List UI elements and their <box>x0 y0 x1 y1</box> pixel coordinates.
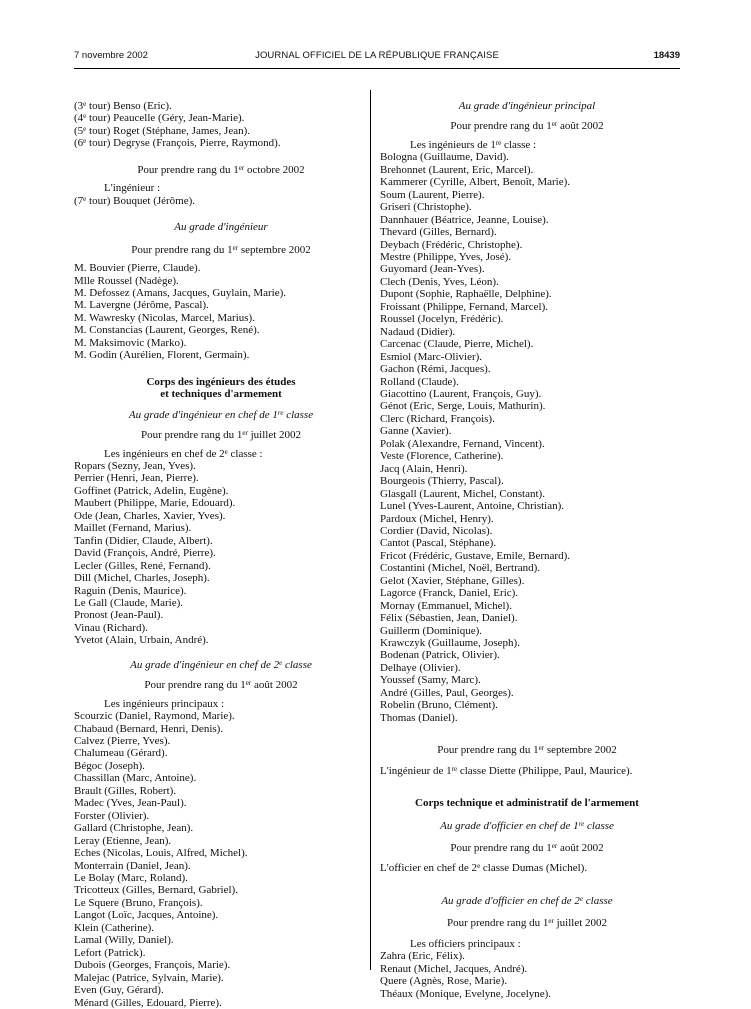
list-item: L'officier en chef de 2e classe Dumas (Michel). <box>380 862 588 875</box>
name-list <box>380 151 674 724</box>
list-item: Costantini (Michel, Noël, Bertrand). <box>380 562 541 575</box>
list-item: Griseri (Christophe). <box>380 201 472 214</box>
list-item: Eches (Nicolas, Louis, Alfred, Michel). <box>74 847 248 860</box>
list-item: Leray (Etienne, Jean). <box>74 834 172 847</box>
rank-date-heading: Pour prendre rang du 1er août 2002 <box>450 842 604 855</box>
list-item: Guyomard (Jean-Yves). <box>380 263 485 276</box>
header-journal-title: JOURNAL OFFICIEL DE LA RÉPUBLIQUE FRANÇAISE <box>255 50 499 61</box>
list-item: Pardoux (Michel, Henry). <box>380 512 494 525</box>
name-list <box>74 710 368 1009</box>
rank-date-heading: Pour prendre rang du 1er juillet 2002 <box>446 917 608 930</box>
list-item: Rolland (Claude). <box>380 375 459 388</box>
list-item: David (François, André, Pierre). <box>74 547 216 560</box>
group-label: Les officiers principaux : <box>410 937 521 950</box>
list-item: Le Gall (Claude, Marie). <box>74 596 184 609</box>
list-item: Le Bolay (Marc, Roland). <box>74 872 188 885</box>
corps-heading-line1: Corps des ingénieurs des études <box>146 375 296 388</box>
tour-list <box>74 100 368 150</box>
list-item: Perrier (Henri, Jean, Pierre). <box>74 472 199 485</box>
list-item: Lefort (Patrick). <box>74 946 146 959</box>
grade-heading: Au grade d'ingénieur en chef de 2e classe <box>130 658 312 671</box>
header-date: 7 novembre 2002 <box>74 50 148 61</box>
list-item: André (Gilles, Paul, Georges). <box>380 686 514 699</box>
rank-date-heading: Pour prendre rang du 1er octobre 2002 <box>137 163 305 176</box>
list-item: (5e tour) Roget (Stéphane, James, Jean). <box>74 124 251 137</box>
list-item: Bégoc (Joseph). <box>74 759 145 772</box>
list-item: Calvez (Pierre, Yves). <box>74 735 171 748</box>
list-item: Génot (Eric, Serge, Louis, Mathurin). <box>380 400 546 413</box>
list-item: Maubert (Philippe, Marie, Edouard). <box>74 497 236 510</box>
list-item: Gelot (Xavier, Stéphane, Gilles). <box>380 574 525 587</box>
list-item: Thevard (Gilles, Bernard). <box>380 226 497 239</box>
column-separator <box>370 90 371 970</box>
list-item: Ropars (Sezny, Jean, Yves). <box>74 459 196 472</box>
name-list <box>380 950 674 1000</box>
list-item: Langot (Loïc, Jacques, Antoine). <box>74 909 219 922</box>
list-item: Glasgall (Laurent, Michel, Constant). <box>380 487 545 500</box>
list-item: Chabaud (Bernard, Henri, Denis). <box>74 722 224 735</box>
list-item: M. Wawresky (Nicolas, Marcel, Marius). <box>74 311 255 324</box>
list-item: Deybach (Frédéric, Christophe). <box>380 238 523 251</box>
list-item: Chalumeau (Gérard). <box>74 747 168 760</box>
list-item: Renaut (Michel, Jacques, André). <box>380 962 528 975</box>
list-item: Lunel (Yves-Laurent, Antoine, Christian). <box>380 500 565 513</box>
list-item: M. Bouvier (Pierre, Claude). <box>74 262 201 275</box>
list-item: Bodenan (Patrick, Olivier). <box>380 649 500 662</box>
list-item: Krawczyk (Guillaume, Joseph). <box>380 637 520 650</box>
list-item: M. Maksimovic (Marko). <box>74 336 187 349</box>
list-item: M. Constancias (Laurent, Georges, René). <box>74 324 260 337</box>
list-item: Raguin (Denis, Maurice). <box>74 584 187 597</box>
header-page-number: 18439 <box>653 50 680 61</box>
list-item: (3e tour) Benso (Eric). <box>74 100 172 112</box>
list-item: Mlle Roussel (Nadège). <box>74 274 179 287</box>
list-item: Chassillan (Marc, Antoine). <box>74 772 197 785</box>
rank-date-heading: Pour prendre rang du 1er septembre 2002 <box>131 243 311 256</box>
group-label: Les ingénieurs principaux : <box>104 697 225 710</box>
list-item: Roussel (Jocelyn, Frédéric). <box>380 313 504 326</box>
list-item: Esmiol (Marc-Olivier). <box>380 350 483 363</box>
list-item: L'ingénieur de 1re classe Diette (Philippe, Paul, Maurice). <box>380 764 633 777</box>
list-item: Lamal (Willy, Daniel). <box>74 934 174 947</box>
grade-heading: Au grade d'ingénieur en chef de 1re classe <box>128 408 314 421</box>
list-item: Carcenac (Claude, Pierre, Michel). <box>380 338 534 351</box>
list-item: Jacq (Alain, Henri). <box>380 462 468 475</box>
list-item: Lecler (Gilles, René, Fernand). <box>74 559 211 572</box>
list-item: Brehonnet (Laurent, Eric, Marcel). <box>380 163 534 176</box>
list-item: Monterrain (Daniel, Jean). <box>74 859 191 872</box>
list-item: Bologna (Guillaume, David). <box>380 151 509 164</box>
list-item: Dubois (Georges, François, Marie). <box>74 959 231 972</box>
corps-heading-line2: et techniques d'armement <box>160 388 282 401</box>
list-item: Maillet (Fernand, Marius). <box>74 522 192 535</box>
list-item: Klein (Catherine). <box>74 921 155 934</box>
header-rule <box>74 68 680 69</box>
list-item: Clech (Denis, Yves, Léon). <box>380 275 499 288</box>
list-item: Pronost (Jean-Paul). <box>74 609 164 622</box>
right-column <box>380 100 674 1000</box>
list-item: Malejac (Patrice, Sylvain, Marie). <box>74 971 224 984</box>
list-item: Gachon (Rémi, Jacques). <box>380 363 491 376</box>
left-column <box>74 100 368 1009</box>
list-item: Lagorce (Franck, Daniel, Eric). <box>380 587 519 600</box>
list-item: Théaux (Monique, Evelyne, Jocelyne). <box>380 987 552 1000</box>
list-item: (6e tour) Degryse (François, Pierre, Raymond). <box>74 137 281 150</box>
list-item: Yvetot (Alain, Urbain, André). <box>74 634 209 647</box>
list-item: Mestre (Philippe, Yves, José). <box>380 250 512 263</box>
list-item: Dannhauer (Béatrice, Jeanne, Louise). <box>380 213 549 226</box>
list-item: Tanfin (Didier, Claude, Albert). <box>74 534 213 547</box>
list-item: Guillerm (Dominique). <box>380 624 483 637</box>
grade-heading: Au grade d'officier en chef de 1re classe <box>440 819 614 832</box>
list-item: Clerc (Richard, François). <box>380 412 495 425</box>
list-item: Quere (Agnès, Rose, Marie). <box>380 975 508 988</box>
list-item: Forster (Olivier). <box>74 809 150 822</box>
list-item: (4e tour) Peaucelle (Géry, Jean-Marie). <box>74 112 245 125</box>
list-item: Ménard (Gilles, Edouard, Pierre). <box>74 996 222 1009</box>
rank-date-heading: Pour prendre rang du 1er juillet 2002 <box>140 429 302 442</box>
list-item: Dupont (Sophie, Raphaëlle, Delphine). <box>380 288 552 301</box>
list-item: Ganne (Xavier). <box>380 425 452 438</box>
group-label: L'ingénieur : <box>104 182 161 195</box>
list-item: Vinau (Richard). <box>74 621 148 634</box>
list-item: Dill (Michel, Charles, Joseph). <box>74 572 210 585</box>
grade-heading: Au grade d'officier en chef de 2e classe <box>441 894 613 907</box>
list-item: Delhaye (Olivier). <box>380 661 461 674</box>
list-item: Goffinet (Patrick, Adelin, Eugène). <box>74 484 229 497</box>
corps-heading: Corps technique et administratif de l'armement <box>415 797 639 810</box>
list-item: Froissant (Philippe, Fernand, Marcel). <box>380 300 549 313</box>
group-label: Les ingénieurs de 1re classe : <box>410 138 537 151</box>
list-item: M. Lavergne (Jérôme, Pascal). <box>74 299 209 312</box>
list-item: Zahra (Eric, Félix). <box>380 950 465 963</box>
list-item: Tricotteux (Gilles, Bernard, Gabriel). <box>74 884 238 897</box>
list-item: Bourgeois (Thierry, Pascal). <box>380 475 504 488</box>
list-item: Nadaud (Didier). <box>380 325 456 338</box>
list-item: Thomas (Daniel). <box>380 711 458 724</box>
group-label: Les ingénieurs en chef de 2e classe : <box>104 447 263 460</box>
list-item: Cordier (David, Nicolas). <box>380 524 493 537</box>
list-item: Soum (Laurent, Pierre). <box>380 188 485 201</box>
list-item: Mornay (Emmanuel, Michel). <box>380 599 512 612</box>
list-item: Le Squere (Bruno, François). <box>74 896 203 909</box>
list-item: Félix (Sébastien, Jean, Daniel). <box>380 612 518 625</box>
list-item: Robelin (Bruno, Clément). <box>380 699 498 712</box>
list-item: (7e tour) Bouquet (Jérôme). <box>74 194 196 207</box>
list-item: Madec (Yves, Jean-Paul). <box>74 797 187 810</box>
grade-heading: Au grade d'ingénieur principal <box>458 100 596 112</box>
list-item: Veste (Florence, Catherine). <box>380 450 504 463</box>
name-list <box>74 460 368 647</box>
list-item: Ode (Jean, Charles, Xavier, Yves). <box>74 509 226 522</box>
list-item: Youssef (Samy, Marc). <box>380 674 481 687</box>
grade-heading: Au grade d'ingénieur <box>174 221 268 234</box>
list-item: Scourzic (Daniel, Raymond, Marie). <box>74 710 235 723</box>
rank-date-heading: Pour prendre rang du 1er août 2002 <box>144 679 298 692</box>
list-item: Brault (Gilles, Robert). <box>74 784 177 797</box>
list-item: Giacottino (Laurent, François, Guy). <box>380 387 542 400</box>
list-item: Kammerer (Cyrille, Albert, Benoît, Marie). <box>380 176 570 189</box>
name-list <box>74 262 368 362</box>
list-item: Even (Guy, Gérard). <box>74 984 164 997</box>
list-item: Fricot (Frédéric, Gustave, Emile, Bernard). <box>380 549 570 562</box>
list-item: Polak (Alexandre, Fernand, Vincent). <box>380 437 545 450</box>
page-header <box>74 50 680 66</box>
list-item: M. Defossez (Amans, Jacques, Guylain, Marie). <box>74 286 286 299</box>
list-item: Cantot (Pascal, Stéphane). <box>380 537 497 550</box>
list-item: Gallard (Christophe, Jean). <box>74 822 194 835</box>
list-item: M. Godin (Aurélien, Florent, Germain). <box>74 349 250 362</box>
rank-date-heading: Pour prendre rang du 1er septembre 2002 <box>437 744 617 757</box>
rank-date-heading: Pour prendre rang du 1er août 2002 <box>450 120 604 133</box>
